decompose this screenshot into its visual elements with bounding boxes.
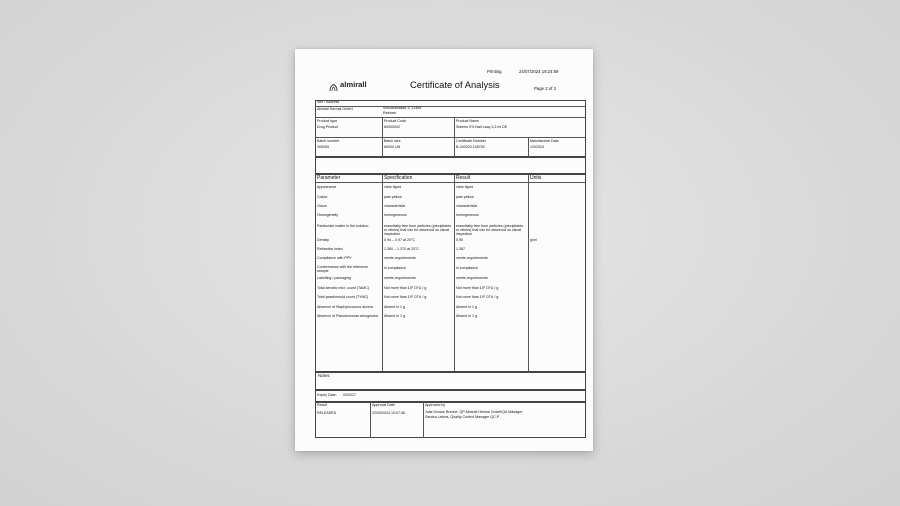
table-cell-specification: Not more than 10² CFU / g (384, 295, 427, 299)
divider (370, 402, 371, 438)
approved-by-label: Approved by (425, 403, 446, 407)
table-cell-parameter: Absence of Staphylococcus aureus (317, 305, 374, 309)
batch-size-label: Batch size (384, 139, 401, 143)
document-title: Certificate of Analysis (410, 79, 500, 90)
table-cell-specification: meets requirements (384, 276, 416, 280)
table-cell-result: 1.367 (456, 247, 465, 251)
table-cell-specification: clear liquid (384, 185, 402, 189)
divider (315, 106, 586, 107)
table-cell-specification: 1.360 – 1.370 at 20°C (384, 247, 420, 251)
column-header-parameter: Parameter (317, 175, 341, 181)
table-cell-result: meets requirements (456, 256, 488, 260)
table-cell-specification: Absent in 1 g (384, 314, 405, 318)
divider (382, 174, 383, 372)
table-cell-specification: pale yellow (384, 195, 402, 199)
table-cell-parameter: Total aerobic micr. count (TAMC) (317, 286, 370, 290)
divider (382, 117, 383, 157)
manufacture-date-label: Manufacture Date (530, 139, 559, 143)
almirall-logo-icon (328, 80, 339, 91)
table-cell-result: characteristic (456, 204, 478, 208)
table-cell-result: Not more than 10² CFU / g (456, 286, 499, 290)
batch-number-label: Batch number (317, 139, 340, 143)
logo-text: almirall (340, 80, 367, 89)
printing-date: 24/07/2024 19:24:59 (519, 69, 559, 74)
table-cell-specification: Not more than 10² CFU / g (384, 286, 427, 290)
table-cell-specification: characteristic (384, 204, 406, 208)
column-header-result: Result (456, 175, 471, 181)
table-cell-specification: meets requirements (384, 256, 416, 260)
table-cell-result: homogeneous (456, 213, 479, 217)
table-cell-result: clear liquid (456, 185, 474, 189)
table-cell-specification: Absent in 1 g (384, 305, 405, 309)
approver-name: Sandra Lafons, Quality Control Manager QC-P (425, 415, 500, 419)
table-cell-specification: 0.94 – 0.97 at 20°C (384, 238, 416, 242)
table-cell-result: Absent in 1 g (456, 305, 477, 309)
table-cell-result: Not more than 10² CFU / g (456, 295, 499, 299)
info-block (315, 100, 586, 157)
table-cell-result: in compliance (456, 266, 478, 270)
site-label: Site / Address (317, 100, 340, 104)
table-cell-parameter: Homogeneity (317, 213, 339, 217)
table-cell-parameter: Refractive index (317, 247, 343, 251)
result-label: Result (317, 403, 328, 407)
certificate-number-label: Certificate Number (456, 139, 486, 143)
table-cell-specification: essentially free from particles (precipitates or others) that can be observed on visual inspection (384, 224, 452, 237)
product-code-label: Product Code (384, 119, 406, 123)
site-address: Scholtzstrasse 3, 21465 (383, 106, 422, 110)
table-cell-parameter: Compliance with PPV (317, 256, 352, 260)
divider (528, 137, 529, 157)
spacer-block (315, 157, 586, 174)
page-number: Page 2 of 2 (534, 86, 556, 91)
expiry-label: Expiry Date: (317, 393, 337, 397)
certificate-number-value: B-240023-105752 (456, 145, 485, 149)
batch-size-value: 60000 UN (384, 145, 401, 149)
certificate-page (295, 49, 593, 451)
table-cell-result: meets requirements (456, 276, 488, 280)
product-code-value: 80000002 (384, 125, 400, 129)
expiry-value: 03/2027 (343, 393, 356, 397)
column-header-units: Units (530, 175, 542, 181)
batch-number-value: 305265 (317, 145, 329, 149)
product-type-value: Drug Product (317, 125, 339, 129)
divider (454, 117, 455, 157)
site-city: Reinbek (383, 111, 397, 115)
divider (315, 137, 586, 138)
table-cell-parameter: Odour (317, 204, 327, 208)
approval-block (315, 402, 586, 438)
table-cell-parameter: Particulate matter in the solution (317, 224, 369, 228)
approval-date-value: 22/03/2024 10:07:36 (372, 411, 405, 415)
product-type-label: Product type (317, 119, 338, 123)
notes-label: Notes: (318, 373, 331, 378)
table-cell-parameter: Density (317, 238, 329, 242)
site-name: Almirall Hermal GmbH (317, 107, 353, 111)
table-cell-result: pale yellow (456, 195, 474, 199)
approver-name: Julia Grosse Brenne, QP Almirall Hermal GmbH/QA Manager (425, 410, 523, 414)
table-cell-units: g/ml (530, 238, 537, 242)
table-cell-result: 0.95 (456, 238, 463, 242)
divider (454, 174, 455, 372)
divider (423, 402, 424, 438)
table-cell-parameter: Conformance with the reference sample (317, 265, 369, 274)
approval-date-label: Approval Date (372, 403, 395, 407)
table-cell-parameter: Labelling / packaging (317, 276, 351, 280)
table-cell-result: Absent in 1 g (456, 314, 477, 318)
column-header-specification: Specification (384, 175, 413, 181)
divider (528, 174, 529, 372)
table-cell-result: essentially free from particles (precipitates or others) that can be observed on visual inspection (456, 224, 524, 237)
printing-label: Printing (487, 69, 502, 74)
table-cell-parameter: Absence of Pseudomonas aeruginosa (317, 314, 378, 318)
product-name-value: Sidemo 0% Nail Lacq 3,3 ml DE (456, 125, 508, 129)
product-name-label: Product Name (456, 119, 479, 123)
table-cell-parameter: Appearance (317, 185, 337, 189)
result-value: RELEASED (317, 411, 337, 415)
manufacture-date-value: 1/3/2024 (530, 145, 544, 149)
table-cell-parameter: Colour (317, 195, 328, 199)
divider (315, 117, 586, 118)
notes-block (315, 372, 586, 390)
divider (315, 182, 586, 183)
table-cell-parameter: Total yeast/mould count (TYMC) (317, 295, 369, 299)
table-cell-specification: in compliance (384, 266, 406, 270)
table-cell-specification: homogeneous (384, 213, 407, 217)
